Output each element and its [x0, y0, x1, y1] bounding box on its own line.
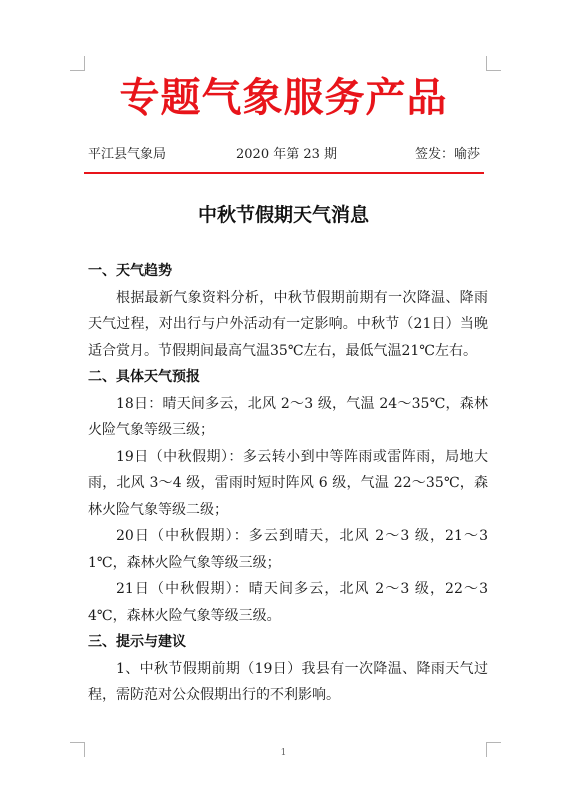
- paragraph: 1、中秋节假期前期（19日）我县有一次降温、降雨天气过程，需防范对公众假期出行的不利影响。: [88, 660, 488, 703]
- issue-number: 2020 年第 23 期: [236, 147, 338, 162]
- section-heading: 二、具体天气预报: [88, 369, 200, 385]
- crop-mark-top-left: [70, 56, 85, 71]
- section-heading: 一、天气趋势: [88, 263, 172, 279]
- section-heading: 三、提示与建议: [88, 634, 186, 650]
- paragraph: 19日（中秋假期）：多云转小到中等阵雨或雷阵雨，局地大雨，北风 3～4 级，雷雨时短时阵风 6 级，气温 22～35℃，森林火险气象等级二级；: [88, 448, 488, 518]
- signer: 签发：喻莎: [414, 147, 480, 162]
- paragraph: 21日（中秋假期）：晴天间多云，北风 2～3 级，22～34℃，森林火险气象等级三级。: [88, 581, 488, 624]
- issuer: 平江县气象局: [88, 147, 167, 162]
- section-weather-trend: [88, 258, 488, 364]
- paragraph: 根据最新气象资料分析，中秋节假期前期有一次降温、降雨天气过程，对出行与户外活动有一定影响。中秋节（21日）当晚适合赏月。节假期间最高气温35℃左右，最低气温21℃左右。: [88, 289, 488, 359]
- section-tips: [88, 629, 488, 709]
- crop-mark-top-right: [486, 56, 501, 71]
- page-number: 1: [280, 748, 287, 758]
- red-divider-rule: [84, 172, 484, 174]
- paragraph: 20日（中秋假期）：多云到晴天，北风 2～3 级，21～31℃，森林火险气象等级三级；: [88, 528, 488, 571]
- paragraph: 18日：晴天间多云，北风 2～3 级，气温 24～35℃，森林火险气象等级三级；: [88, 395, 488, 438]
- masthead-title: 专题气象服务产品: [119, 75, 448, 121]
- document-title: 中秋节假期天气消息: [197, 204, 369, 226]
- section-detailed-forecast: [88, 364, 488, 629]
- document-body: [88, 258, 488, 709]
